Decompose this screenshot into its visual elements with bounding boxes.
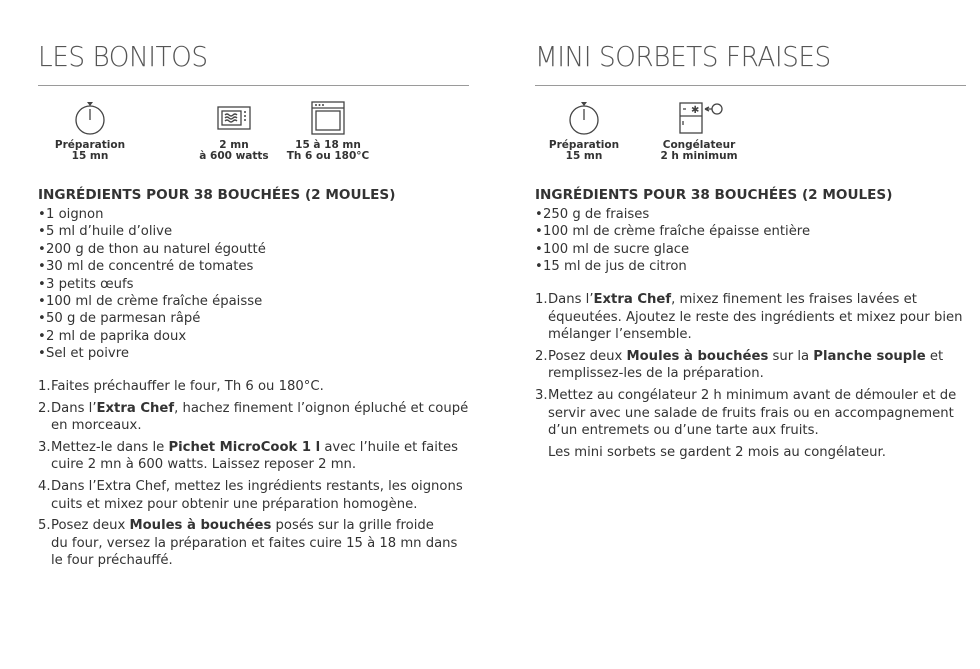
step-text: Dans l’Extra Chef, mixez finement les fraises lavées et: [548, 292, 917, 307]
steps-list: [38, 378, 478, 574]
storage-note: Les mini sorbets se gardent 2 mois au congélateur.: [548, 444, 886, 460]
step-number: 3.: [535, 387, 548, 403]
time-value: 15 mn: [71, 150, 109, 162]
oven-icon: [310, 100, 346, 136]
step-item: [535, 387, 955, 440]
ingredient-item: • 2 ml de paprika doux: [38, 328, 266, 345]
step-text: servir avec une salade de fruits frais ou en accompagnement: [548, 405, 954, 421]
time-label: Préparation: [548, 139, 620, 151]
recipe-title: LES BONITOS: [38, 40, 208, 73]
time-info: [535, 100, 975, 170]
time-label: Congélateur: [662, 139, 736, 151]
ingredient-item: • 3 petits œufs: [38, 276, 266, 293]
step-item: [535, 291, 963, 344]
time-label: 2 mn: [219, 139, 249, 151]
prep-time: [30, 100, 150, 162]
ingredient-item: • 100 ml de sucre glace: [535, 241, 810, 258]
time-value: Th 6 ou 180°C: [286, 150, 370, 162]
step-number: 4.: [38, 478, 51, 494]
ingredient-item: • 30 ml de concentré de tomates: [38, 258, 266, 275]
ingredient-item: • 100 ml de crème fraîche épaisse entière: [535, 223, 810, 240]
timer-icon: [73, 100, 107, 136]
freezer-time: [639, 100, 759, 162]
prep-time: [524, 100, 644, 162]
microwave-icon: [216, 100, 252, 136]
step-text: cuire 2 mn à 600 watts. Laissez reposer 2 mn.: [51, 457, 357, 473]
ingredient-item: • 5 ml d’huile d’olive: [38, 223, 266, 240]
ingredient-item: • 200 g de thon au naturel égoutté: [38, 241, 266, 258]
step-text: du four, versez la préparation et faites cuire 15 à 18 mn dans: [51, 535, 458, 551]
step-number: 1.: [38, 379, 51, 394]
step-text: Posez deux Moules à bouchées sur la Planche souple et: [548, 348, 944, 364]
ingredient-item: • 15 ml de jus de citron: [535, 258, 810, 275]
time-label: 15 à 18 mn: [295, 139, 361, 151]
step-text: Mettez au congélateur 2 h minimum avant de démouler et de: [548, 387, 957, 403]
time-info: [38, 100, 478, 170]
ingredients-list: [535, 206, 810, 276]
product-name: Moules à bouchées: [129, 518, 272, 534]
step-text: Dans l’Extra Chef, mettez les ingrédients restants, les oignons: [51, 478, 463, 494]
step-text: équeutées. Ajoutez le reste des ingrédients et mixez pour bien: [548, 309, 963, 325]
step-item: [38, 378, 478, 396]
step-text: Posez deux Moules à bouchées posés sur la grille froide: [51, 518, 434, 534]
ingredient-item: • 50 g de parmesan râpé: [38, 310, 266, 327]
step-number: 3.: [38, 439, 51, 455]
step-number: 1.: [535, 292, 548, 307]
title-divider: [38, 85, 469, 86]
step-text: en morceaux.: [51, 418, 142, 434]
ingredient-item: • 250 g de fraises: [535, 206, 810, 223]
ingredients-title: INGRÉDIENTS POUR 38 BOUCHÉES (2 MOULES): [38, 187, 396, 203]
time-value: 15 mn: [565, 150, 603, 162]
step-text: mélanger l’ensemble.: [548, 327, 692, 343]
step-item: [38, 400, 478, 435]
step-item: [535, 348, 955, 383]
time-value: 2 h minimum: [660, 150, 738, 162]
timer-icon: [567, 100, 601, 136]
time-label: Préparation: [54, 139, 126, 151]
ingredients-list: [38, 206, 266, 363]
step-item: [38, 478, 478, 513]
ingredients-title: INGRÉDIENTS POUR 38 BOUCHÉES (2 MOULES): [535, 187, 893, 203]
product-name: Moules à bouchées: [626, 348, 769, 364]
step-text: Faites préchauffer le four, Th 6 ou 180°C.: [51, 379, 324, 394]
freezer-icon: [674, 100, 724, 136]
product-name: Extra Chef: [96, 400, 175, 416]
time-value: à 600 watts: [199, 150, 269, 162]
ingredient-item: • Sel et poivre: [38, 345, 266, 362]
step-number: 2.: [535, 348, 548, 364]
step-number: 5.: [38, 518, 51, 534]
step-text: le four préchauffé.: [51, 553, 173, 569]
step-text: Dans l’Extra Chef, hachez finement l’oignon épluché et coupé: [51, 400, 469, 416]
step-item: [38, 439, 478, 474]
step-text: Mettez-le dans le Pichet MicroCook 1 l avec l’huile et faites: [51, 439, 459, 455]
step-number: 2.: [38, 400, 51, 416]
product-name: Planche souple: [813, 348, 926, 364]
oven-time: [268, 100, 388, 162]
product-name: Extra Chef: [593, 292, 672, 307]
step-text: remplissez-les de la préparation.: [548, 366, 764, 382]
step-item: [38, 517, 478, 570]
ingredient-item: • 100 ml de crème fraîche épaisse: [38, 293, 266, 310]
ingredient-item: • 1 oignon: [38, 206, 266, 223]
recipe-title: MINI SORBETS FRAISES: [535, 40, 831, 73]
step-note: [535, 444, 955, 462]
title-divider: [535, 85, 966, 86]
steps-list: [535, 291, 963, 465]
product-name: Pichet MicroCook 1 l: [168, 439, 321, 455]
step-text: cuits et mixez pour obtenir une préparation homogène.: [51, 496, 418, 512]
step-text: d’un entremets ou d’une tarte aux fruits.: [548, 423, 819, 439]
svg-text:✱: ✱: [691, 105, 700, 116]
